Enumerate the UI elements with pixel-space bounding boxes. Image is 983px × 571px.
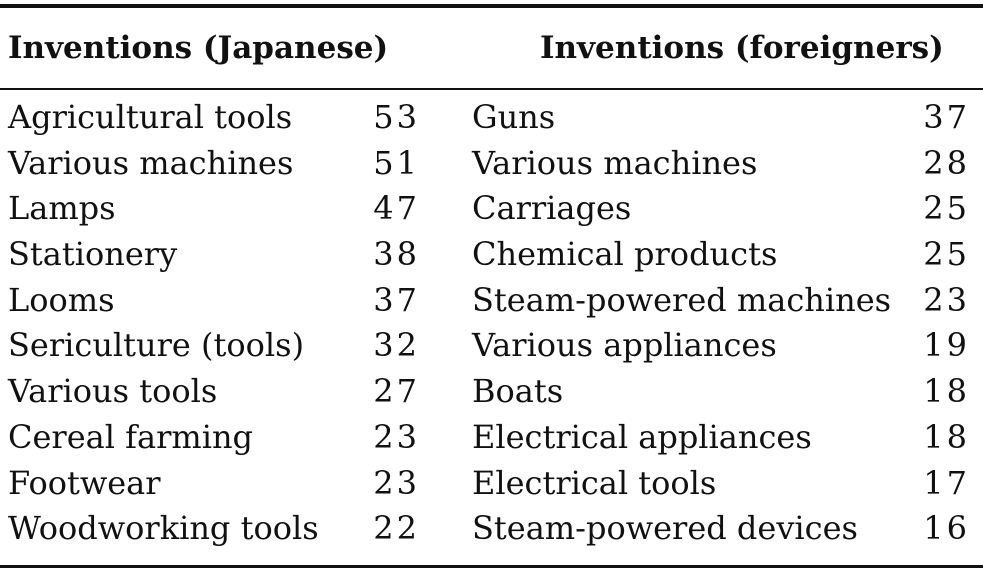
foreign-invention-count: 37 — [923, 98, 970, 136]
table-row — [0, 232, 983, 278]
japanese-invention-name: Agricultural tools — [8, 98, 293, 136]
table-row — [0, 186, 983, 232]
foreign-invention-name: Carriages — [472, 189, 632, 228]
japanese-invention-count: 23 — [373, 417, 420, 456]
table-row — [0, 415, 983, 461]
table-row — [0, 278, 983, 324]
japanese-invention-count: 51 — [373, 143, 420, 182]
table-bottom-rule — [0, 565, 983, 568]
japanese-invention-count: 32 — [373, 326, 420, 365]
foreign-invention-name: Electrical tools — [472, 463, 717, 502]
foreign-invention-name: Various machines — [472, 143, 758, 182]
foreign-invention-name: Guns — [472, 98, 556, 136]
japanese-invention-count: 38 — [373, 235, 420, 274]
japanese-invention-name: Stationery — [8, 235, 178, 274]
table-row — [0, 141, 983, 187]
foreign-invention-count: 18 — [923, 417, 970, 456]
foreign-invention-count: 19 — [923, 326, 970, 365]
table-top-rule — [0, 4, 983, 8]
table-header-rule — [0, 88, 983, 90]
foreign-invention-count: 23 — [923, 280, 970, 319]
table-row — [0, 506, 983, 552]
japanese-invention-name: Lamps — [8, 189, 116, 228]
japanese-invention-count: 47 — [373, 189, 420, 228]
table-row — [0, 95, 983, 141]
japanese-invention-name: Various tools — [8, 372, 218, 411]
japanese-invention-count: 27 — [373, 372, 420, 411]
japanese-invention-name: Sericulture (tools) — [8, 326, 305, 365]
foreign-invention-name: Steam-powered machines — [472, 280, 892, 319]
foreign-invention-count: 28 — [923, 143, 970, 182]
foreign-invention-count: 25 — [923, 189, 970, 228]
table-row — [0, 461, 983, 507]
foreign-invention-name: Chemical products — [472, 235, 778, 274]
foreign-invention-count: 16 — [923, 509, 970, 548]
japanese-invention-count: 22 — [373, 509, 420, 548]
table-row — [0, 369, 983, 415]
japanese-invention-name: Looms — [8, 280, 115, 319]
foreign-invention-count: 18 — [923, 372, 970, 411]
foreign-invention-count: 17 — [923, 463, 970, 502]
table-row — [0, 323, 983, 369]
japanese-invention-count: 23 — [373, 463, 420, 502]
japanese-invention-name: Cereal farming — [8, 417, 254, 456]
foreign-invention-name: Various appliances — [472, 326, 777, 365]
foreign-invention-name: Electrical appliances — [472, 417, 812, 456]
table-body — [0, 95, 983, 552]
foreign-invention-count: 25 — [923, 235, 970, 274]
japanese-invention-count: 37 — [373, 280, 420, 319]
foreign-invention-name: Steam-powered devices — [472, 509, 858, 548]
header-inventions-japanese: Inventions (Japanese) — [8, 30, 389, 66]
japanese-invention-count: 53 — [373, 98, 420, 136]
foreign-invention-name: Boats — [472, 372, 564, 411]
header-inventions-foreigners: Inventions (foreigners) — [540, 30, 944, 66]
japanese-invention-name: Various machines — [8, 143, 294, 182]
japanese-invention-name: Woodworking tools — [8, 509, 319, 548]
japanese-invention-name: Footwear — [8, 463, 161, 502]
